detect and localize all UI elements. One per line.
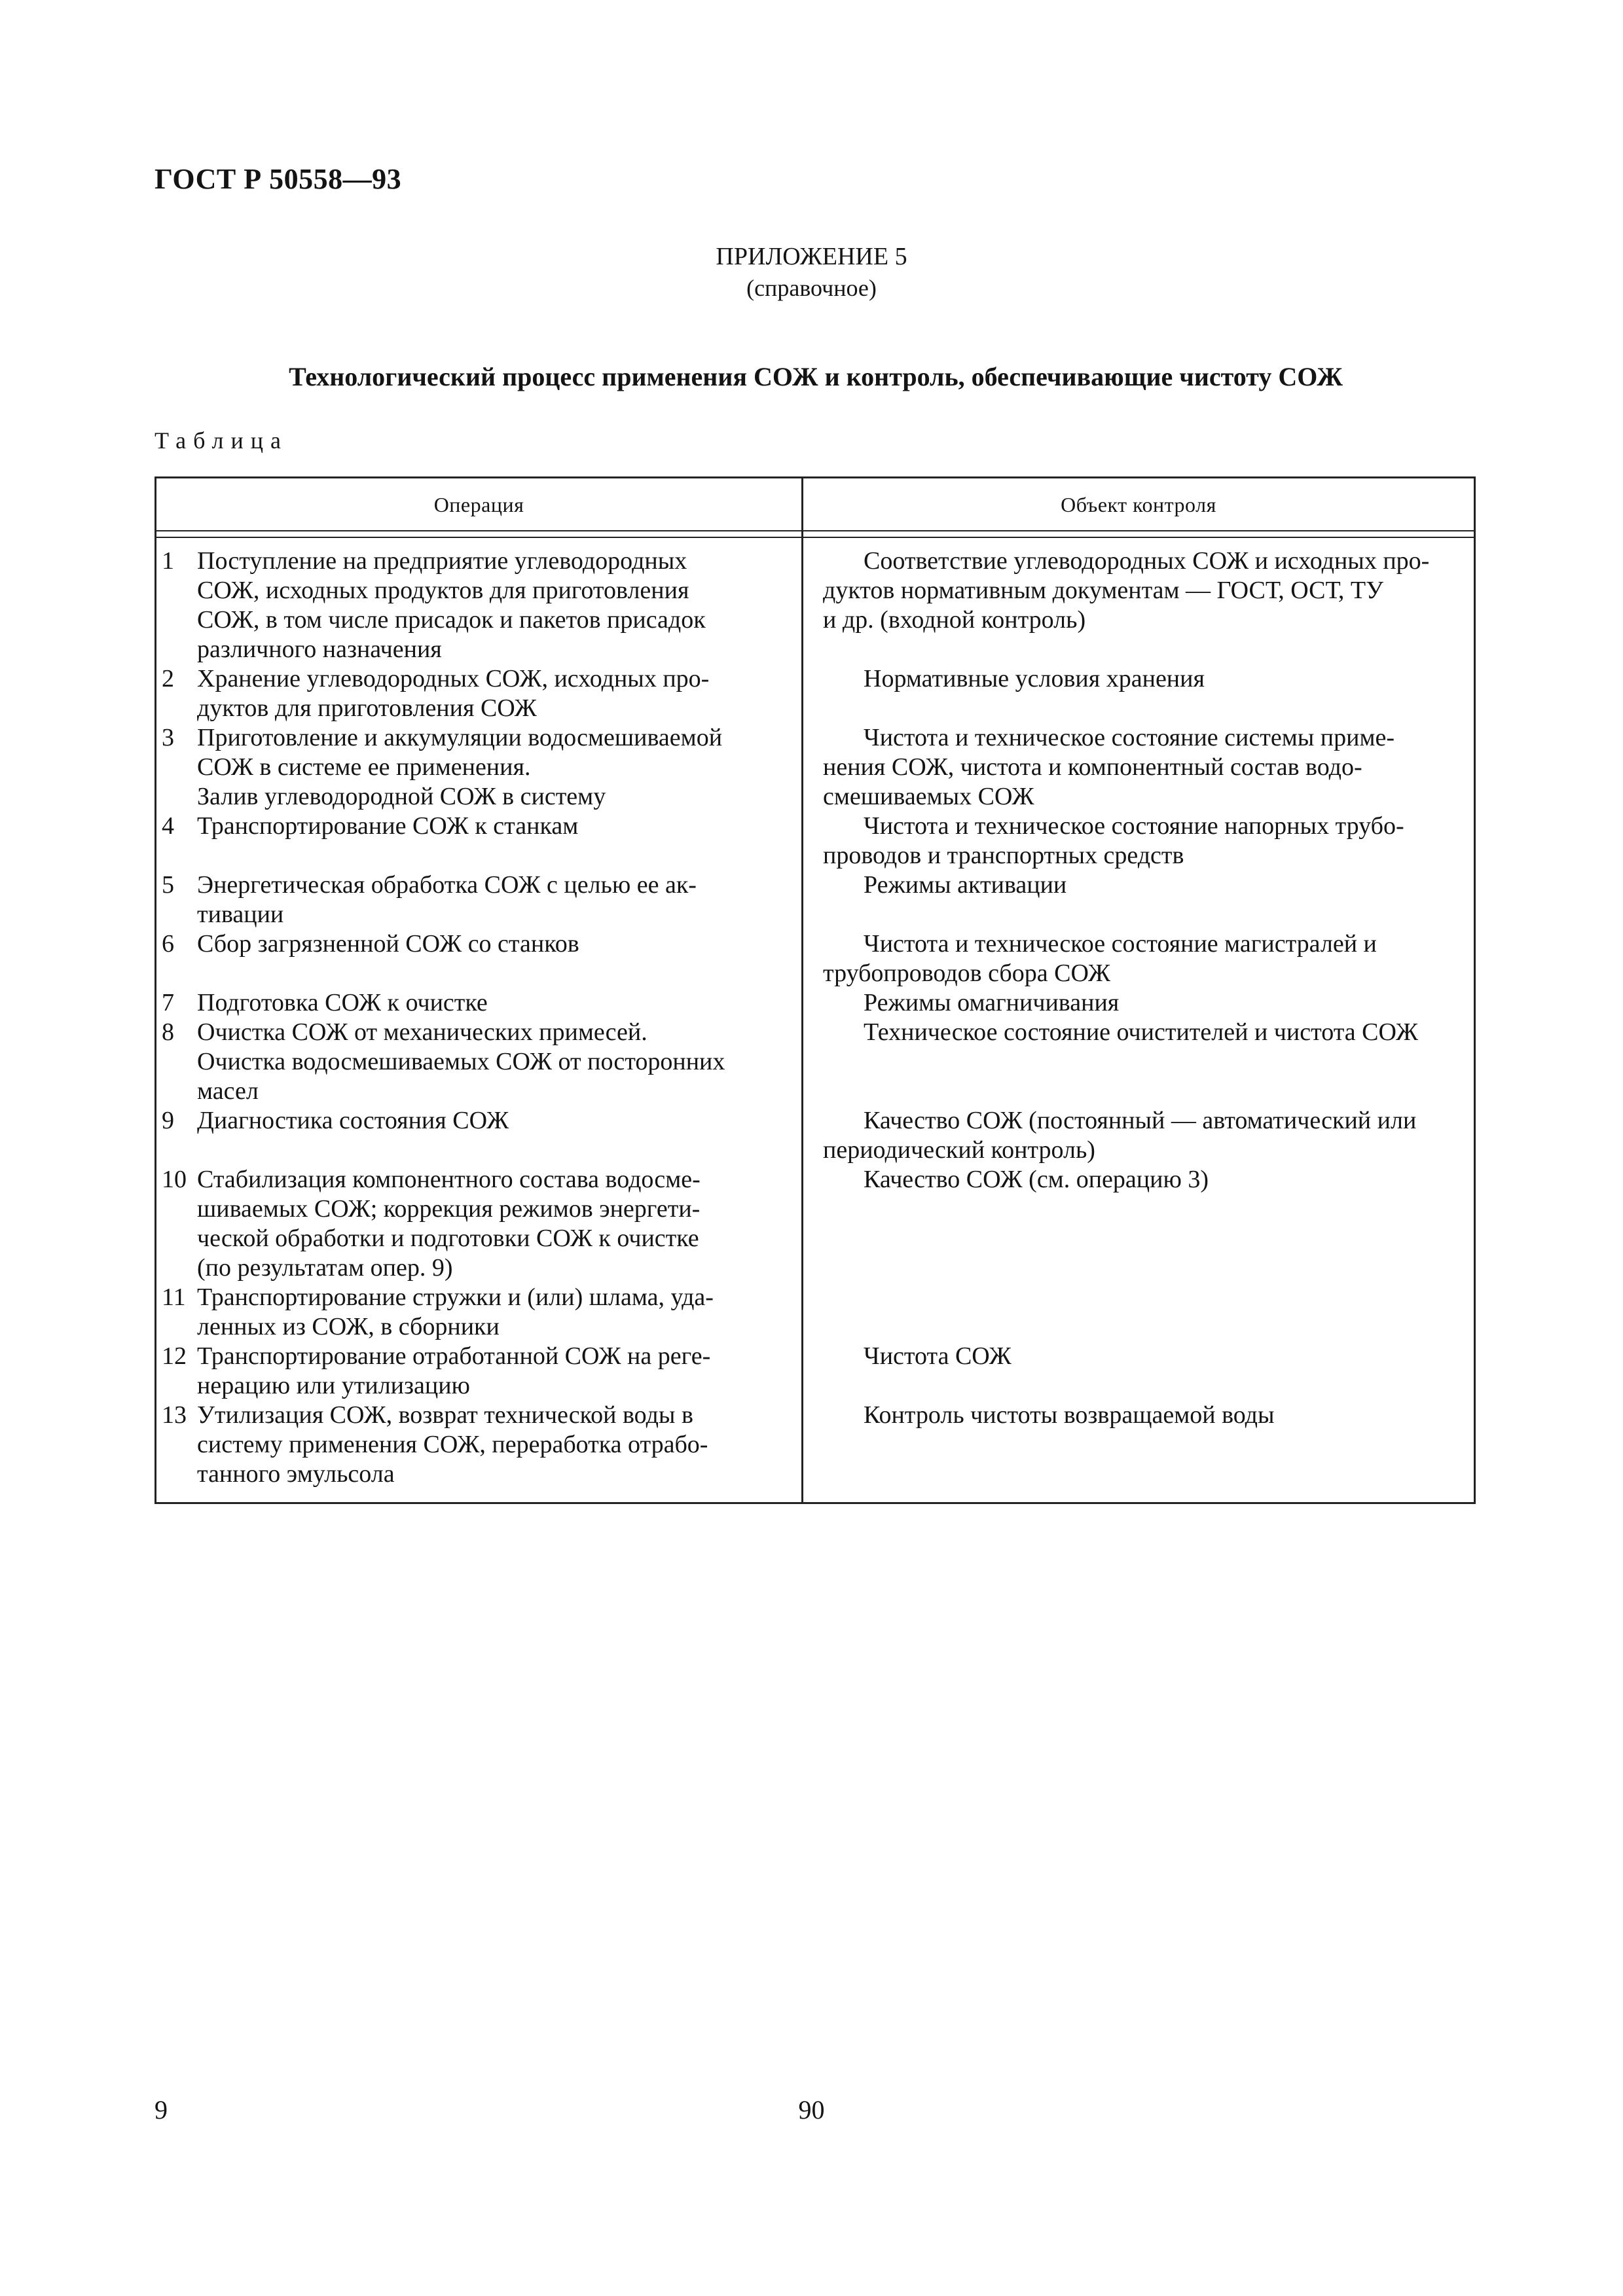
operation-line: СОЖ, в том числе присадок и пакетов присадок (197, 606, 706, 634)
operation-text (197, 812, 790, 841)
operation-line: Транспортирование отработанной СОЖ на реге- (197, 1342, 711, 1370)
operation-cell (162, 1106, 790, 1136)
operation-cell (162, 664, 790, 723)
operation-line: ческой обработки и подготовки СОЖ к очистке (197, 1225, 699, 1252)
operation-number: 8 (162, 1018, 174, 1046)
operation-line: шиваемых СОЖ; коррекция режимов энергети- (197, 1195, 701, 1223)
operation-line: Приготовление и аккумуляции водосмешиваемой (197, 724, 723, 751)
operation-line: Залив углеводородной СОЖ в систему (197, 783, 606, 810)
appendix-type: (справочное) (746, 275, 877, 301)
operation-line: Сбор загрязненной СОЖ со станков (197, 930, 579, 958)
control-object-line: Чистота СОЖ (864, 1342, 1012, 1370)
operation-line: Утилизация СОЖ, возврат технической воды в (197, 1401, 693, 1429)
operation-number: 6 (162, 930, 174, 958)
control-object-cell (823, 870, 1465, 900)
operation-text (197, 1018, 790, 1106)
table-row (156, 1018, 1474, 1106)
operation-cell (162, 870, 790, 929)
operation-line: Энергетическая обработка СОЖ с целью ее ак- (197, 871, 697, 899)
operation-line: Транспортирование стружки и (или) шлама, уда- (197, 1283, 714, 1311)
operation-cell (162, 1018, 790, 1106)
table-row (156, 723, 1474, 812)
operation-line: масел (197, 1077, 259, 1105)
standard-code: ГОСТ Р 50558—93 (155, 163, 402, 195)
header-control-object: Объект контроля (1061, 493, 1216, 516)
control-object-line: трубопроводов сбора СОЖ (823, 960, 1111, 987)
operation-number: 3 (162, 724, 174, 751)
operation-line: Диагностика состояния СОЖ (197, 1107, 509, 1134)
table-row (156, 1106, 1474, 1165)
control-object-cell (823, 1018, 1465, 1047)
operation-cell (162, 929, 790, 959)
operation-text (197, 929, 790, 959)
table-row (156, 812, 1474, 870)
operations-table (155, 476, 1476, 1504)
operation-cell (162, 1165, 790, 1283)
table-row (156, 1342, 1474, 1401)
operation-text (197, 1165, 790, 1283)
control-object-line: Чистота и техническое состояние напорных трубо- (864, 812, 1404, 840)
control-object-line: Нормативные условия хранения (864, 665, 1205, 692)
control-object-line: периодический контроль) (823, 1136, 1095, 1164)
operation-text (197, 1401, 790, 1489)
operation-number: 9 (162, 1107, 174, 1134)
operation-text (197, 870, 790, 929)
operation-number: 13 (162, 1401, 187, 1429)
operation-text (197, 664, 790, 723)
table-row (156, 988, 1474, 1018)
footer-sheet-number: 9 (155, 2095, 168, 2125)
table-row (156, 929, 1474, 988)
operation-line: нерацию или утилизацию (197, 1372, 470, 1399)
control-object-line: Режимы активации (864, 871, 1067, 899)
table-row (156, 547, 1474, 664)
operation-text (197, 1106, 790, 1136)
operation-line: СОЖ, исходных продуктов для приготовления (197, 577, 689, 604)
operation-line: Хранение углеводородных СОЖ, исходных про- (197, 665, 710, 692)
operation-text (197, 988, 790, 1018)
operation-number: 12 (162, 1342, 187, 1370)
table-row (156, 1401, 1474, 1489)
operation-cell (162, 1401, 790, 1489)
control-object-line: и др. (входной контроль) (823, 606, 1086, 634)
operation-text (197, 723, 790, 812)
operation-cell (162, 812, 790, 841)
control-object-line: Техническое состояние очистителей и чистота СОЖ (864, 1018, 1419, 1046)
operation-number: 4 (162, 812, 174, 840)
operation-cell (162, 988, 790, 1018)
operation-number: 11 (162, 1283, 186, 1311)
control-object-cell (823, 988, 1465, 1018)
control-object-cell (823, 1342, 1465, 1371)
control-object-line: проводов и транспортных средств (823, 842, 1184, 869)
operation-line: (по результатам опер. 9) (197, 1254, 453, 1282)
control-object-cell (823, 547, 1465, 635)
table-label: Таблица (155, 427, 288, 454)
operation-number: 1 (162, 547, 174, 575)
operation-line: Очистка водосмешиваемых СОЖ от посторонних (197, 1048, 725, 1075)
operation-line: систему применения СОЖ, переработка отрабо- (197, 1431, 708, 1458)
control-object-cell (823, 1401, 1465, 1430)
appendix-heading (0, 241, 1623, 304)
operation-line: дуктов для приготовления СОЖ (197, 694, 537, 722)
operation-line: Подготовка СОЖ к очистке (197, 989, 488, 1016)
operation-number: 2 (162, 665, 174, 692)
operation-cell (162, 1342, 790, 1401)
operation-line: танного эмульсола (197, 1460, 395, 1488)
operation-text (197, 1342, 790, 1401)
header-operation: Операция (433, 493, 524, 516)
control-object-line: Режимы омагничивания (864, 989, 1120, 1016)
control-object-cell (823, 723, 1465, 812)
operation-line: Транспортирование СОЖ к станкам (197, 812, 579, 840)
page-number: 90 (798, 2095, 825, 2125)
control-object-cell (823, 1106, 1465, 1165)
control-object-cell (823, 929, 1465, 988)
control-object-line: дуктов нормативным документам — ГОСТ, ОСТ, ТУ (823, 577, 1384, 604)
control-object-line: Контроль чистоты возвращаемой воды (864, 1401, 1275, 1429)
operation-number: 5 (162, 871, 174, 899)
operation-cell (162, 547, 790, 664)
operation-text (197, 1283, 790, 1342)
operation-line: СОЖ в системе ее применения. (197, 753, 531, 781)
table-row (156, 664, 1474, 723)
operation-number: 10 (162, 1166, 187, 1193)
operation-line: ленных из СОЖ, в сборники (197, 1313, 500, 1340)
control-object-line: Качество СОЖ (постоянный — автоматический или (864, 1107, 1417, 1134)
control-object-line: смешиваемых СОЖ (823, 783, 1034, 810)
operation-line: тивации (197, 901, 284, 928)
control-object-line: Чистота и техническое состояние магистралей и (864, 930, 1377, 958)
operation-line: Стабилизация компонентного состава водосме- (197, 1166, 701, 1193)
operation-line: Поступление на предприятие углеводородных (197, 547, 687, 575)
control-object-line: Чистота и техническое состояние системы приме- (864, 724, 1395, 751)
table-row (156, 870, 1474, 929)
operation-line: различного назначения (197, 636, 442, 663)
appendix-title: ПРИЛОЖЕНИЕ 5 (716, 243, 907, 270)
table-row (156, 1165, 1474, 1283)
table-row (156, 1283, 1474, 1342)
control-object-line: Соответствие углеводородных СОЖ и исходных про- (864, 547, 1430, 575)
control-object-cell (823, 1165, 1465, 1194)
control-object-cell (823, 812, 1465, 870)
control-object-line: Качество СОЖ (см. операцию 3) (864, 1166, 1209, 1193)
operation-number: 7 (162, 989, 174, 1016)
document-title: Технологический процесс применения СОЖ и контроль, обеспечивающие чистоту СОЖ (289, 362, 1343, 391)
operation-text (197, 547, 790, 664)
control-object-line: нения СОЖ, чистота и компонентный состав водо- (823, 753, 1362, 781)
operation-line: Очистка СОЖ от механических примесей. (197, 1018, 647, 1046)
header-double-rule (156, 530, 1474, 538)
operation-cell (162, 1283, 790, 1342)
control-object-cell (823, 664, 1465, 694)
operation-cell (162, 723, 790, 812)
